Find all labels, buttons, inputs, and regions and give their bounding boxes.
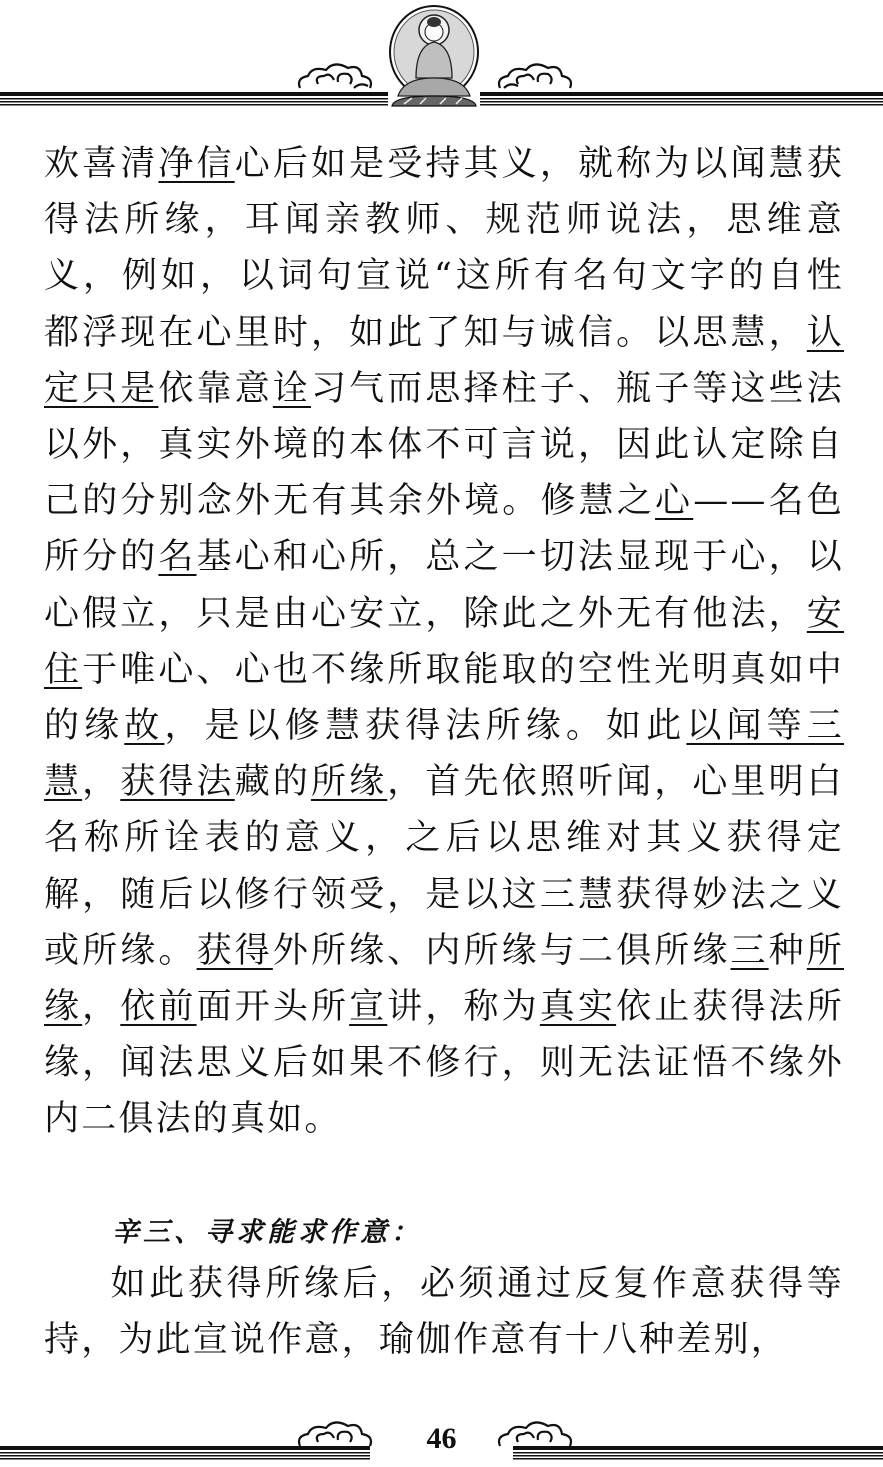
underlined-phrase: 三 [730, 930, 769, 971]
underlined-phrase: 获得法 [120, 762, 235, 803]
main-paragraph-text [44, 136, 844, 1148]
text-segment: 外所缘、内所缘与二俱所缘 [272, 930, 731, 971]
underlined-phrase: 真实 [539, 987, 617, 1028]
underlined-phrase: 安住 [44, 593, 844, 690]
main-paragraph [44, 136, 844, 1148]
second-paragraph [44, 1256, 844, 1368]
text-segment: 习气而思择柱子、瓶子等这些法以外，真实外境的本体不可言说，因此认定除自己的分别念外无有其余外境。修慧之 [44, 368, 844, 522]
cloud-ornament-right [499, 64, 571, 88]
text-segment: ——名色所分的 [44, 481, 845, 578]
text-segment: 依靠意 [158, 368, 273, 409]
text-segment: 于唯心、心也不缘所取能取的空性光明真如中的缘 [44, 649, 844, 747]
text-segment: ， [82, 762, 121, 803]
text-segment: ， [82, 987, 121, 1028]
page-number: 46 [426, 1422, 457, 1455]
text-segment: 心后如是受持其义，就称为以闻慧获得法所缘，耳闻亲教师、规范师说法，思维意义，例如，以词句宣说“这所有名句文字的自性都浮现在心里时，如此了知与诚信。以思慧， [44, 144, 844, 353]
section-heading: 辛三、寻求能求作意： [112, 1217, 422, 1248]
underlined-phrase: 获得 [196, 930, 273, 971]
underlined-phrase: 心 [655, 481, 694, 522]
underlined-phrase: 所缘 [44, 930, 844, 1028]
text-segment: 藏的 [234, 762, 311, 803]
underlined-phrase: 依前 [120, 987, 197, 1028]
text-segment: 面开头所 [196, 987, 350, 1028]
underlined-phrase: 所缘 [310, 762, 388, 803]
text-segment: 基心和心所，总之一切法显现于心，以心假立，只是由心安立，除此之外无有他法， [44, 537, 844, 634]
underlined-phrase: 名 [158, 537, 197, 578]
second-paragraph-text: 如此获得所缘后，必须通过反复作意获得等持，为此宣说作意，瑜伽作意有十八种差别， [44, 1264, 844, 1361]
underlined-phrase: 认定只是 [44, 312, 844, 409]
underlined-phrase: 宣 [349, 987, 388, 1028]
underlined-phrase: 诠 [272, 368, 311, 409]
text-segment: 种 [768, 930, 807, 971]
text-segment: 依止获得法所缘，闻法思义后如果不修行，则无法证悟不缘外内二俱法的真如。 [44, 987, 844, 1140]
underlined-phrase: 净信 [158, 144, 235, 184]
header-ornament [0, 0, 883, 112]
text-segment: ，首先依照听闻，心里明白名称所诠表的意义，之后以思维对其义获得定解，随后以修行领受，是以这三慧获得妙法之义或所缘。 [44, 762, 844, 971]
cloud-ornament-left [299, 64, 371, 88]
underlined-phrase: 故 [124, 706, 165, 747]
text-segment: 欢喜清 [44, 144, 159, 184]
text-segment: 讲，称为 [387, 987, 540, 1028]
buddha-icon [388, 6, 480, 106]
underlined-phrase: 以闻等三慧 [44, 706, 844, 803]
text-segment: ，是以修慧获得法所缘。如此 [164, 706, 687, 747]
